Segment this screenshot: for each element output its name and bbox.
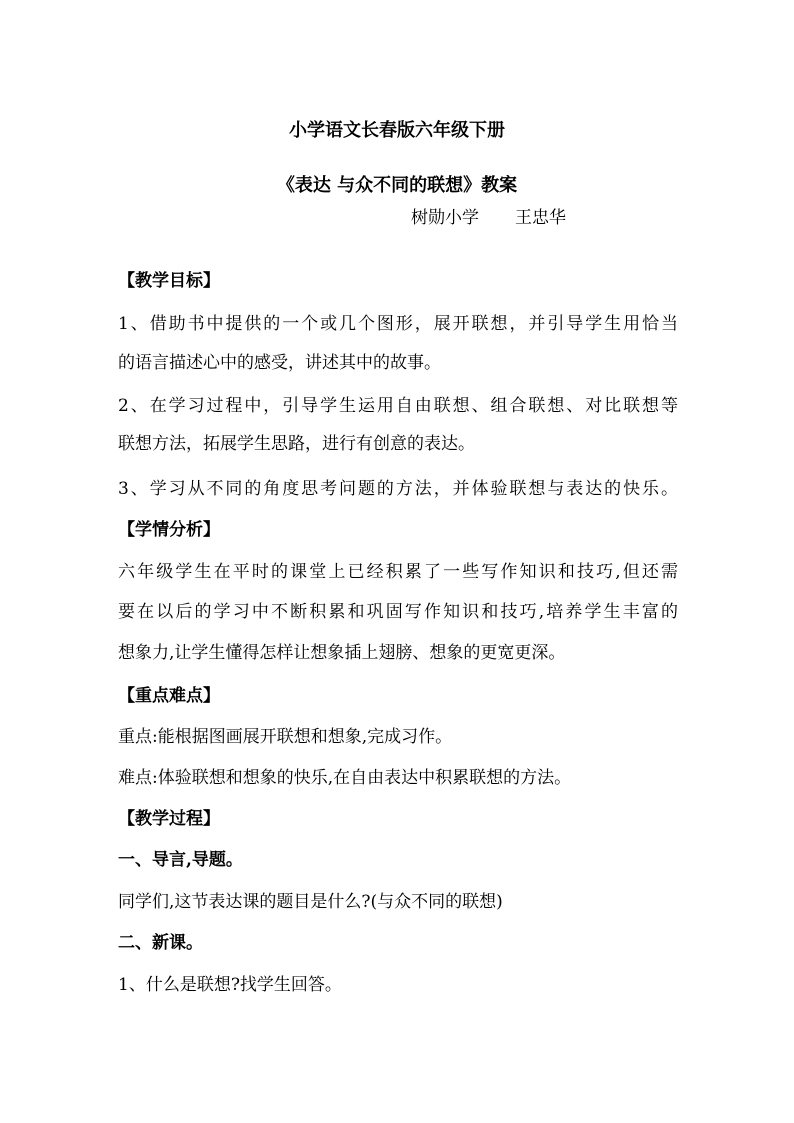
- analysis-line-3: 想象力,让学生懂得怎样让想象插上翅膀、想象的更宽更深。: [118, 643, 566, 663]
- document-title-grade: 小学语文长春版六年级下册: [289, 120, 505, 141]
- section-heading-objectives: 【教学目标】: [118, 271, 220, 291]
- analysis-line-1: 六年级学生在平时的课堂上已经积累了一些写作知识和技巧,但还需: [118, 562, 678, 582]
- document-title-lesson: 《表达 与众不同的联想》教案: [276, 175, 518, 196]
- process-step-2-item-1: 1、什么是联想?找学生回答。: [118, 975, 342, 995]
- objective-1-line-2: 的语言描述心中的感受，讲述其中的故事。: [118, 353, 441, 373]
- process-step-1-heading: 一、导言,导题。: [118, 850, 243, 870]
- key-point-focus: 重点:能根据图画展开联想和想象,完成习作。: [118, 727, 453, 747]
- section-heading-key-points: 【重点难点】: [118, 686, 220, 706]
- key-point-difficulty: 难点:体验联想和想象的快乐,在自由表达中积累联想的方法。: [118, 768, 572, 788]
- objective-2-line-1: 2、在学习过程中，引导学生运用自由联想、组合联想、对比联想等: [118, 396, 678, 416]
- objective-1-line-1: 1、借助书中提供的一个或几个图形，展开联想，并引导学生用恰当: [118, 314, 678, 334]
- author-name: 王忠华: [515, 208, 566, 228]
- objective-3-line-1: 3、学习从不同的角度思考问题的方法，并体验联想与表达的快乐。: [118, 479, 678, 499]
- process-step-1-text: 同学们,这节表达课的题目是什么?(与众不同的联想): [118, 892, 503, 912]
- section-heading-process: 【教学过程】: [118, 809, 220, 829]
- section-heading-analysis: 【学情分析】: [118, 520, 220, 540]
- analysis-line-2: 要在以后的学习中不断积累和巩固写作知识和技巧,培养学生丰富的: [118, 602, 678, 622]
- author-school: 树勋小学: [411, 208, 479, 228]
- process-step-2-heading: 二、新课。: [118, 933, 203, 953]
- objective-2-line-2: 联想方法，拓展学生思路，进行有创意的表达。: [118, 434, 475, 454]
